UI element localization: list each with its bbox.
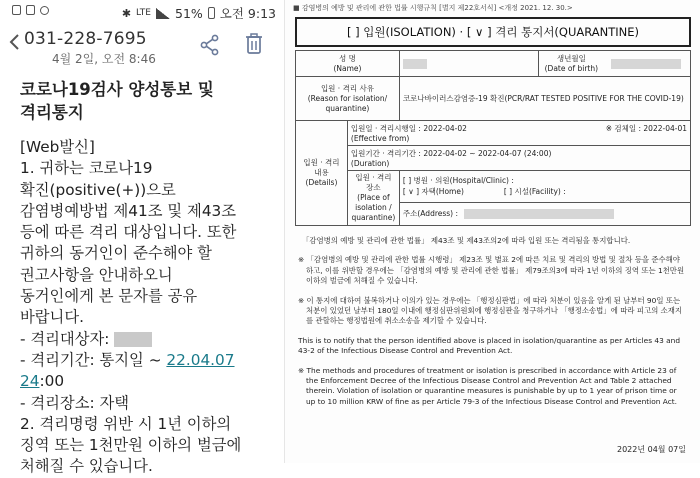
message-line: 확진(positive(+))으로 <box>20 180 176 199</box>
subject-line: 격리통지 <box>20 103 84 122</box>
address-cell <box>399 202 690 225</box>
message-timestamp: 4월 2일, 오전 8:46 <box>52 52 156 66</box>
message-line: 2. 격리명령 위반 시 1년 이하의 <box>20 414 232 433</box>
network-label: LTE <box>136 8 151 18</box>
notification-icon <box>12 5 21 15</box>
notice-form-table <box>295 50 691 226</box>
form-caption: ■ 감염병의 예방 및 관리에 관한 법률 시행규칙 [별지 제22호서식] <개정 2021. 12. 30.> <box>293 4 573 12</box>
notice-main: 「감염병의 예방 및 관리에 관한 법률」 제43조 및 제43조의2에 따라 입원 또는 격리됨을 통지합니다. <box>302 236 631 245</box>
notice-english: This is to notify that the person identified above is placed in isolation/quarantine as per Articles 43 and 43-2 of the Infectious Disease Control and Prevention Act. <box>298 335 681 356</box>
quarantine-place: - 격리장소: 자택 <box>20 393 130 412</box>
reason-label-en: (Reason for isolation/ quarantine) <box>307 93 388 113</box>
name-label-cell <box>296 51 400 77</box>
message-body <box>20 78 282 478</box>
status-icons-left <box>12 5 49 15</box>
signal-icon <box>156 8 170 19</box>
effective-from: 입원일 · 격리시행일 : 2022-04-02 <box>350 124 467 133</box>
address-label: 주소(Address) : <box>402 209 459 219</box>
duration: 입원기간 · 격리기간 : 2022-04-02 ~ 2022-04-07 (24:00) <box>350 149 552 158</box>
name-value-cell <box>399 51 538 77</box>
issue-date: 2022년 04월 07일 <box>617 445 686 454</box>
target-label: - 격리대상자: <box>20 329 115 348</box>
duration-en: (Duration) <box>350 159 390 168</box>
message-line: 1. 귀하는 코로나19 <box>20 159 153 178</box>
duration-cell <box>347 146 690 171</box>
notice-text <box>298 236 688 416</box>
back-button[interactable] <box>4 32 24 56</box>
reason-value: 코로나바이러스감염증-19 확진(PCR/RAT TESTED POSITIVE FOR THE COVID-19) <box>399 77 690 121</box>
clock: 오전 9:13 <box>219 6 276 21</box>
specimen-date: ※ 검체일 : 2022-04-01 <box>605 124 687 133</box>
message-line: 귀하의 동거인이 준수해야 할 <box>20 244 212 263</box>
notification-icon <box>26 5 35 15</box>
message-line: [Web발신] <box>20 138 95 156</box>
delete-button[interactable] <box>244 33 264 55</box>
notification-icon <box>40 6 49 15</box>
document-title: [ ] 입원(ISOLATION) · [ ∨ ] 격리 통지서(QUARANTINE) <box>295 17 691 47</box>
place-hospital-option: [ ] 병원 · 의원(Hospital/Clinic) : <box>402 176 514 186</box>
period-time: :00 <box>39 372 65 391</box>
place-facility-option: [ ] 시설(Facility) : <box>503 187 566 197</box>
period-label: - 격리기간: 통지일 ~ <box>20 350 167 369</box>
share-icon <box>199 34 221 56</box>
details-label-en: (Details) <box>305 178 338 187</box>
quarantine-period-cont <box>20 371 282 392</box>
status-icons-right <box>122 4 276 22</box>
sms-screen <box>0 0 284 476</box>
effective-from-en: (Effective from) <box>350 134 410 143</box>
sender-number: 031-228-7695 <box>24 29 147 49</box>
message-header <box>0 26 284 70</box>
details-label: 입원 · 격리 내용 <box>303 158 340 177</box>
message-line: 권고사항을 안내하오니 <box>20 265 173 284</box>
quarantine-notice-document <box>284 0 700 463</box>
notice-method: ※ 「감염병의 예방 및 관리에 관한 법률 시행령」 제23조 및 별표 2에 따른 치료 및 격리의 방법 및 절차 등을 준수해야 하고, 이를 위반할 경우에는 「감염병의 예방 및 관리에 관한 법률」 제79조의3에 따라 1년 이하의 징역 또는 1천만원 이하의 벌금에 처해질 수 있습니다. <box>298 255 685 286</box>
message-line: 동거인에게 본 문자를 공유 <box>20 287 198 306</box>
quarantine-target <box>20 329 282 350</box>
trash-icon <box>244 33 264 55</box>
reason-label-cell <box>296 77 400 121</box>
share-button[interactable] <box>199 34 221 56</box>
subject-line: 코로나19검사 양성통보 및 <box>20 80 214 99</box>
quarantine-period <box>20 350 282 371</box>
period-date-link[interactable]: 24 <box>20 372 40 391</box>
message-line: 처해질 수 있습니다. <box>20 457 153 476</box>
chevron-left-icon <box>8 33 20 51</box>
message-line: 징역 또는 1천만원 이하의 벌금에 <box>20 436 242 455</box>
redacted-dob <box>611 59 681 69</box>
message-line: 등에 따른 격리 대상입니다. 또한 <box>20 223 237 242</box>
place-label: 입원 · 격리 장소 <box>355 173 392 192</box>
battery-level: 51% <box>175 5 203 21</box>
place-home-option: [ ∨ ] 자택(Home) <box>402 187 464 197</box>
redacted-name <box>114 332 152 347</box>
place-options-cell <box>399 171 690 203</box>
message-subject <box>20 78 282 124</box>
effective-cell <box>347 121 690 146</box>
details-label-cell <box>296 121 348 226</box>
name-label: 성 명 <box>339 53 356 63</box>
dob-label: 생년월일 <box>556 53 586 63</box>
redacted-name <box>403 59 427 69</box>
place-label-cell <box>347 171 399 226</box>
dob-label-en: (Date of birth) <box>544 63 599 73</box>
notice-appeal: ※ 이 통지에 대하여 불복하거나 이의가 있는 경우에는 「행정심판법」에 따라 처분이 있음을 알게 된 날부터 90일 또는 처분이 있었던 날부터 180일 이내에 행정심판위원회에 행정심판을 청구하거나 「행정소송법」에 따라 피고의 소재지를 관할하는 행정법원에 취소소송을 제기할 수 있습니다. <box>298 295 683 326</box>
place-label-en: (Place of isolation / quarantine) <box>351 193 396 222</box>
notice-english-method: ※ The methods and procedures of treatment or isolation is prescribed in accordance with Article 23 of the Enforcement Decree of the Infectious Disease Control and Prevention Act and Table 2 attached therein. Violation of isolation or quarantine measures is punishable by up to 1 year of prison time or up to 10 million KRW of fine as per Article 79-3 of the Infectious Disease Control and Prevention Act. <box>298 365 678 406</box>
bluetooth-icon: ✱ <box>121 6 132 20</box>
message-line: 바랍니다. <box>20 308 84 327</box>
reason-label: 입원 · 격리 사유 <box>320 83 374 93</box>
period-date-link[interactable]: 22.04.07 <box>166 350 235 369</box>
status-bar <box>0 0 284 26</box>
name-label-en: (Name) <box>333 63 362 73</box>
dob-cell <box>539 51 691 77</box>
message-line: 감염병예방법 제41조 및 제43조 <box>20 201 237 220</box>
battery-icon <box>208 7 215 19</box>
redacted-address <box>464 209 614 219</box>
